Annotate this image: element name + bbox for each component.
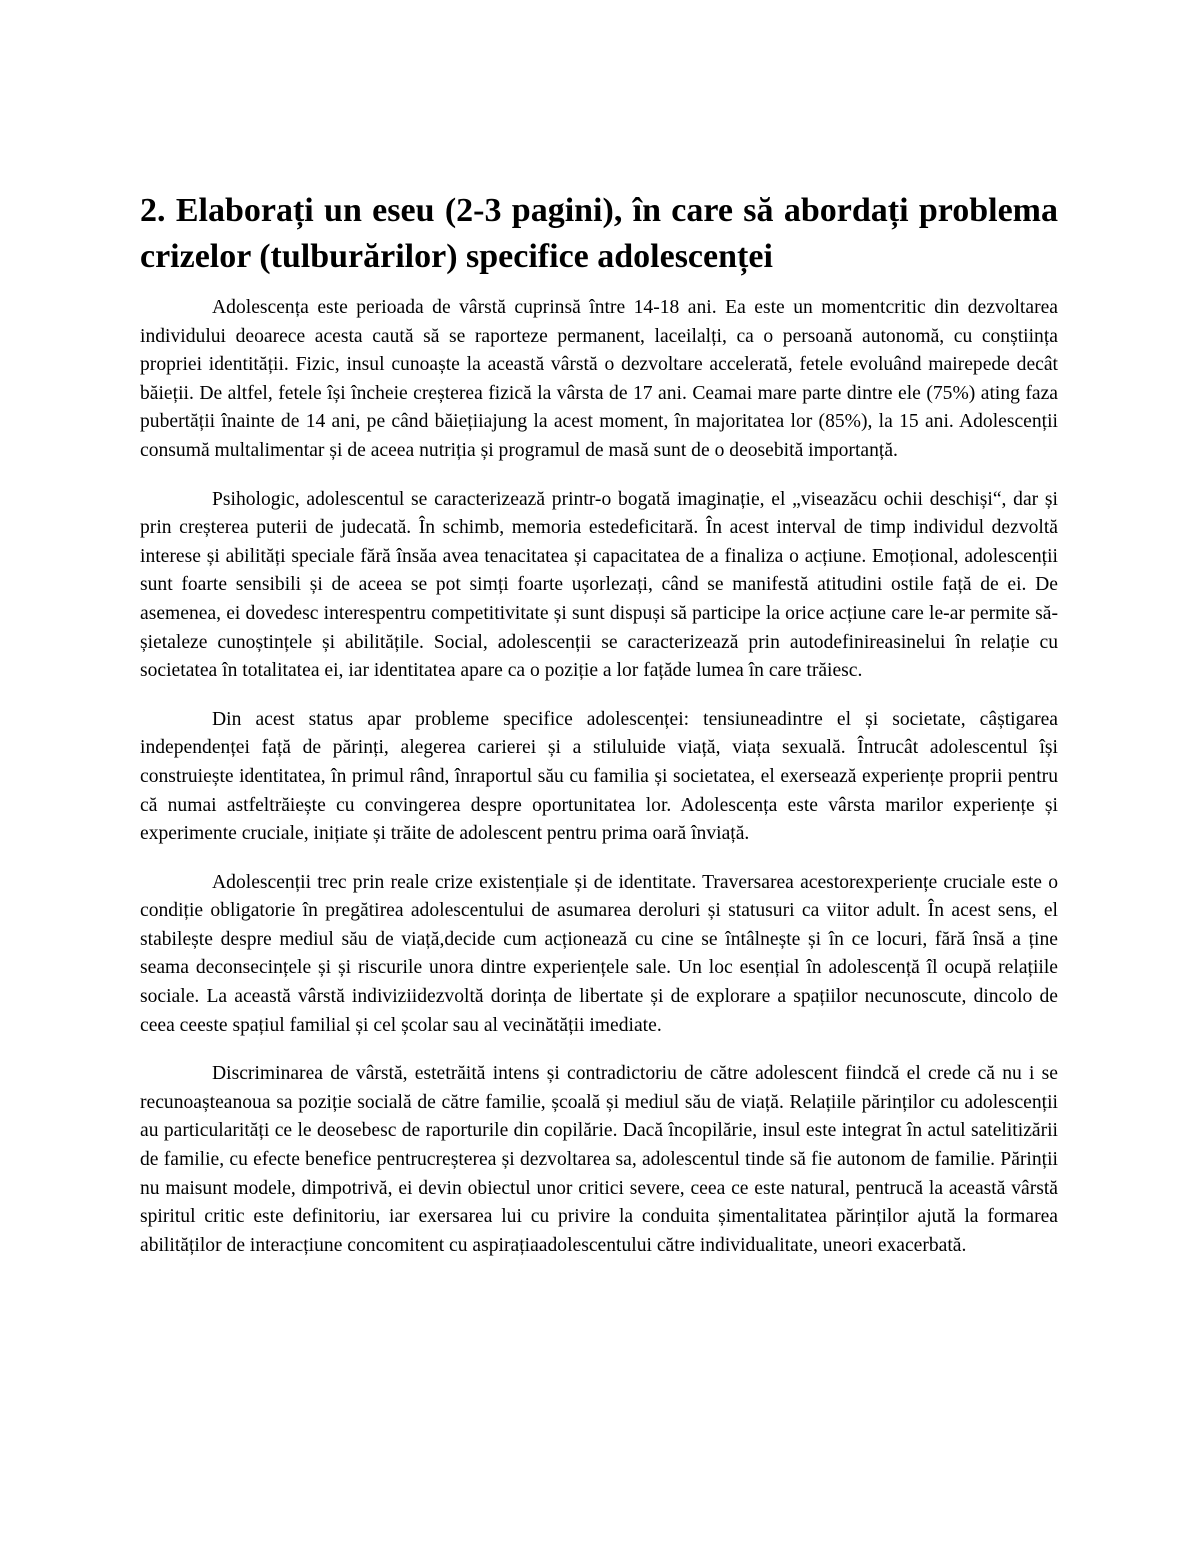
paragraph-5: Discriminarea de vârstă, estetrăită intens și contradictoriu de către adolescent fiindcă el crede că nu i se recunoașteanoua sa poziție socială de către familie, școală și mediul său de viață. Relațiile părinților cu adolescenții au particularități ce le deosebesc de raporturile din copilărie. Dacă încopilărie, insul este integrat în actul satelitizării de familie, cu efecte benefice pentrucreșterea și dezvoltarea sa, adolescentul tinde să fie autonom de familie. Părinții nu maisunt modele, dimpotrivă, ei devin obiectul unor critici severe, ceea ce este natural, pentrucă la această vârstă spiritul critic este definitoriu, iar exersarea lui cu privire la conduita șimentalitatea părinților ajută la formarea abilităților de interacțiune concomitent cu aspirațiaadolescentului către individualitate, uneori exacerbată.: [140, 1063, 1058, 1256]
document-body: [140, 188, 1058, 1280]
paragraph-4: Adolescenții trec prin reale crize existențiale și de identitate. Traversarea acestorexperiențe cruciale este o condiție obligatorie în pregătirea adolescentului de asumarea deroluri și statusuri ca viitor adult. În acest sens, el stabilește despre mediul său de viață,decide cum acționează cu cine se întâlnește și în ce locuri, fără însă a ține seama deconsecințele și și riscurile unora dintre experiențele sale. Un loc esențial în adolescență îl ocupă relațiile sociale. La această vârstă indiviziidezvoltă dorința de libertate și de explorare a spațiilor necunoscute, dincolo de ceea ceeste spațiul familial și cel școlar sau al vecinătății imediate.: [140, 871, 1058, 1036]
paragraph-2: Psihologic, adolescentul se caracterizează printr-o bogată imaginație, el „viseazăcu ochii deschiși“, dar și prin creșterea puterii de judecată. În schimb, memoria estedeficitară. În acest interval de timp individul dezvoltă interese și abilități speciale fără însăa avea tenacitatea și capacitatea de a finaliza o acțiune. Emoțional, adolescenții sunt foarte sensibili și de aceea se pot simți foarte ușorlezați, când se manifestă atitudini ostile față de ei. De asemenea, ei dovedesc interespentru competitivitate și sunt dispuși să participe la orice acțiune care le-ar permite să-șietaleze cunoștințele și abilitățile. Social, adolescenții se caracterizează prin autodefinireasinelui în relație cu societatea în totalitatea ei, iar identitatea apare ca o poziție a lor fațăde lumea în care trăiesc.: [140, 488, 1058, 682]
paragraph-1: Adolescența este perioada de vârstă cuprinsă între 14-18 ani. Ea este un momentcritic din dezvoltarea individului deoarece acesta caută să se raporteze permanent, laceilalți, ca o persoană autonomă, cu conștiința propriei identității. Fizic, insul cunoaște la această vârstă o dezvoltare accelerată, fetele evoluând mairepede decât băieții. De altfel, fetele își încheie creșterea fizică la vârsta de 17 ani. Ceamai mare parte dintre ele (75%) ating faza pubertății înainte de 14 ani, pe când băiețiiajung la acest moment, în majoritatea lor (85%), la 15 ani. Adolescenții consumă multalimentar și de aceea nutriția și programul de masă sunt de o deosebită importanță.: [140, 297, 1058, 461]
page-title: 2. Elaborați un eseu (2-3 pagini), în care să abordați problema crizelor (tulburărilor) specifice adolescenței: [140, 192, 1058, 275]
paragraph-3: Din acest status apar probleme specifice adolescenței: tensiuneadintre el și societate, câștigarea independenței față de părinți, alegerea carierei și a stiluluide viață, viața sexuală. Întrucât adolescentul își construiește identitatea, în primul rând, înraportul său cu familia și societatea, el exersează experiențe proprii pentru că numai astfeltrăiește cu convingerea despre oportunitatea lor. Adolescența este vârsta marilor experiențe și experimente cruciale, inițiate și trăite de adolescent pentru prima oară înviață.: [140, 708, 1058, 845]
